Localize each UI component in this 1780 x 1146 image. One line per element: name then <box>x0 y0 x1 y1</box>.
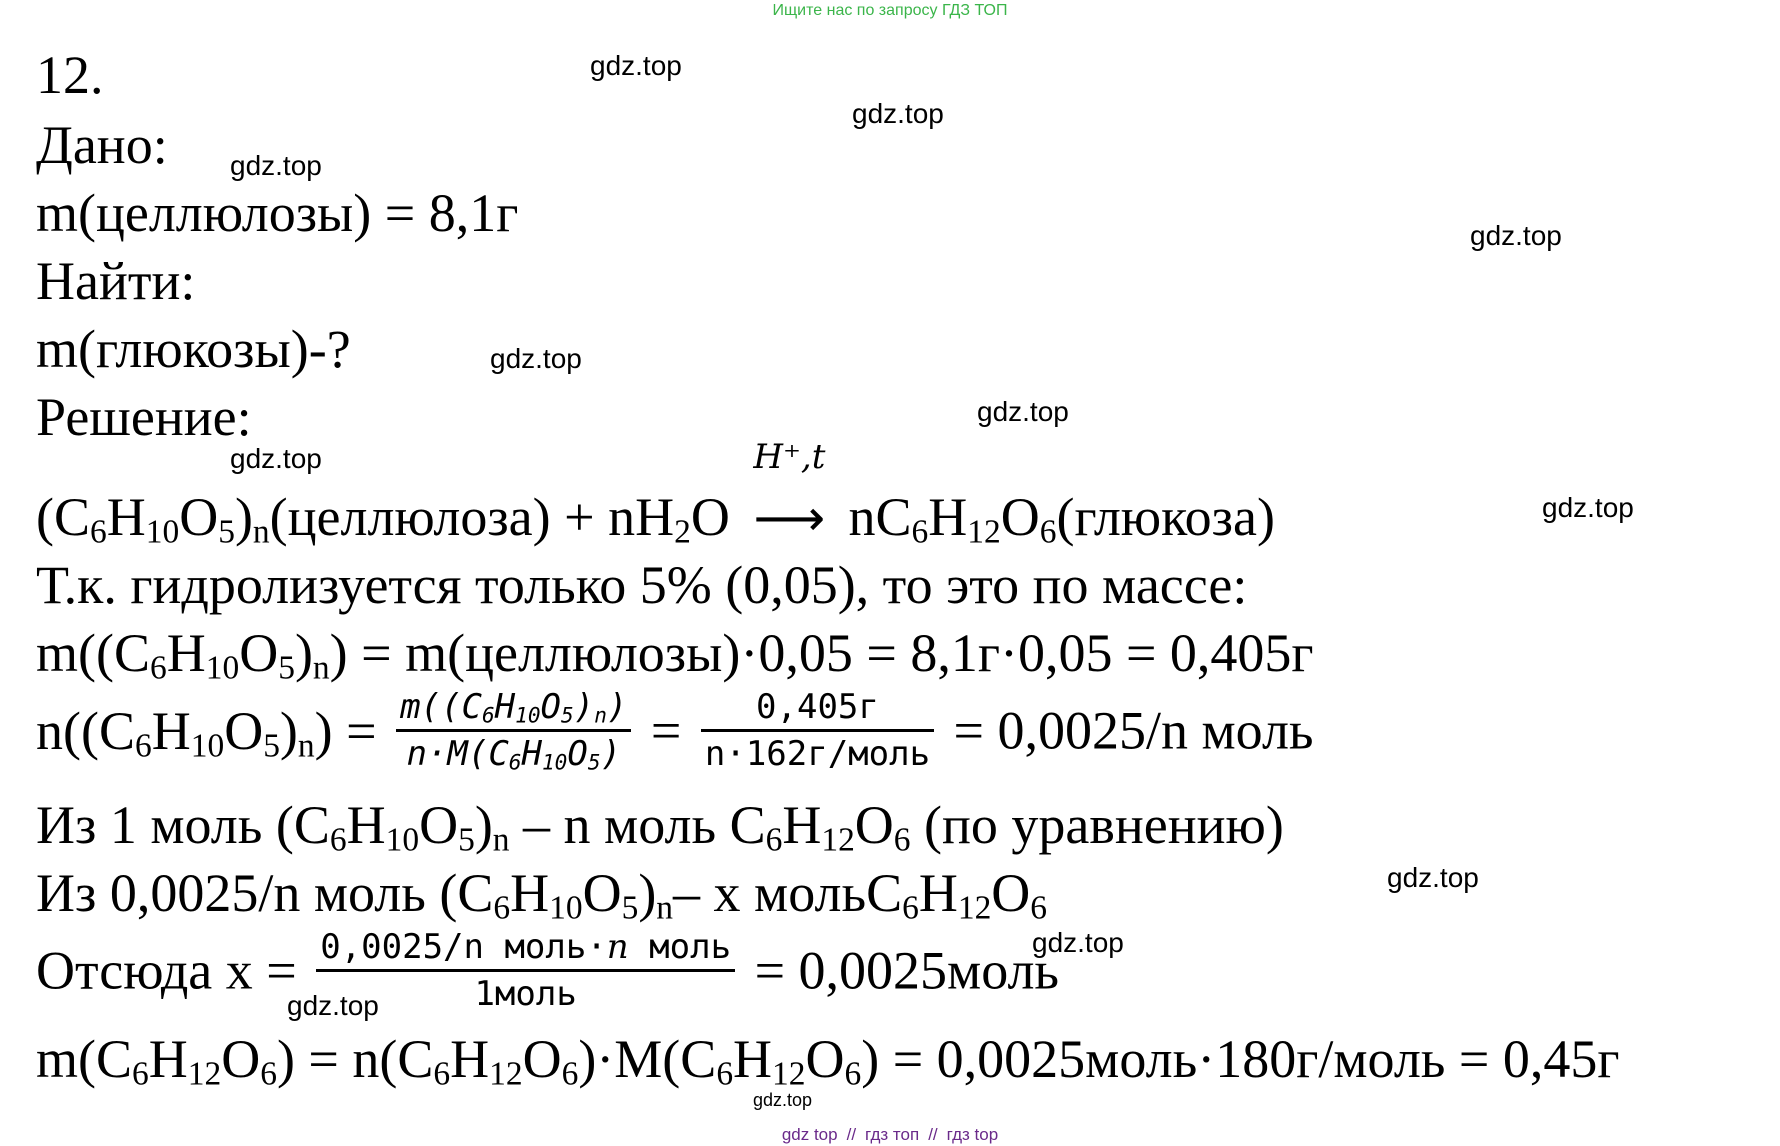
ratio-line-2: Из 0,0025/n моль $(C_6H_{10}O_5)_n-$ x $мольC_6H_{12}O_6$ <box>36 863 1048 927</box>
given-value: m(целлюлозы) = 8,1г <box>36 183 519 243</box>
equals-sign: = <box>650 700 682 761</box>
moles-lhs: $n((C_6H_{10}O_5)_n)$ = <box>36 700 377 765</box>
find-label: Найти: <box>36 251 196 311</box>
footer-separator: // <box>928 1125 938 1144</box>
watermark: gdz.top <box>977 396 1069 427</box>
footer-link: гдз топ <box>865 1125 920 1144</box>
x-lhs: Отсюда x = <box>36 940 297 1001</box>
moles-result: = 0,0025/n моль <box>953 700 1314 761</box>
reaction-arrow <box>753 437 826 547</box>
watermark: gdz.top <box>230 443 322 474</box>
watermark: gdz.top <box>490 343 582 374</box>
final-line: $m(C_6H_{12}O_6) = n(C_6H_{12}O_6)\cdot M(C_6H_{12}O_6)$ = 0,0025моль·180г/моль = 0,45г <box>36 1029 1620 1093</box>
footer <box>0 1125 1780 1145</box>
fraction-numerator: 0,0025/n моль·n моль <box>316 925 735 972</box>
reaction-rhs: $nC_6H_{12}O_6(глюкоза)$ <box>848 487 1275 551</box>
watermark: gdz.top <box>230 150 322 181</box>
watermark: gdz.top <box>852 98 944 129</box>
fraction-x <box>316 925 735 1016</box>
hydrolysis-line: Т.к. гидролизуется только 5% (0,05), то это по массе: <box>36 555 1248 615</box>
find-value: m(глюкозы)-? <box>36 319 351 379</box>
top-banner: Ищите нас по запросу ГДЗ ТОП <box>772 2 1008 19</box>
ratio-line-1: Из 1 моль $(C_6H_{10}O_5)_n$ – n моль $C_6H_{12}O_6$ (по уравнению) <box>36 795 1284 859</box>
arrow-icon: ⟶ <box>753 489 825 547</box>
footer-link: gdz top <box>781 1125 838 1144</box>
fraction-denominator: n·162г/моль <box>704 734 931 775</box>
watermark: gdz.top <box>1470 220 1562 251</box>
watermark: gdz.top <box>753 1090 813 1110</box>
given-label: Дано: <box>36 115 168 175</box>
problem-number: 12. <box>36 45 104 105</box>
footer-link: гдз top <box>946 1125 999 1144</box>
reaction-condition: H⁺,t <box>753 437 826 477</box>
watermark: gdz.top <box>590 50 682 81</box>
fraction-mass-over-molar <box>396 685 631 776</box>
fraction-numerator: 0,405г <box>701 685 934 732</box>
fraction-denominator: $n\cdot M(C_6H_{10}O_5)$ <box>406 734 622 775</box>
moles-line <box>36 685 1314 776</box>
watermark: gdz.top <box>1542 492 1634 523</box>
reaction-lhs: $(C_6H_{10}O_5)_n(целлюлоза) + nH_2O$ <box>36 487 730 551</box>
fraction-denominator: 1моль <box>474 974 577 1015</box>
x-line <box>36 925 1059 1016</box>
fraction-numerator: $m((C_6H_{10}O_5)_n)$ <box>396 685 631 732</box>
watermark: gdz.top <box>1032 927 1124 958</box>
mass-line: $m((C_6H_{10}O_5)_n)$ = m(целлюлозы)·0,05 = 8,1г·0,05 = 0,405г <box>36 623 1314 687</box>
fraction-values <box>701 685 934 776</box>
footer-separator: // <box>846 1125 857 1144</box>
watermark: gdz.top <box>287 990 379 1021</box>
x-result: = 0,0025моль <box>754 940 1060 1001</box>
watermark: gdz.top <box>1387 862 1479 893</box>
solution-label: Решение: <box>36 387 252 447</box>
